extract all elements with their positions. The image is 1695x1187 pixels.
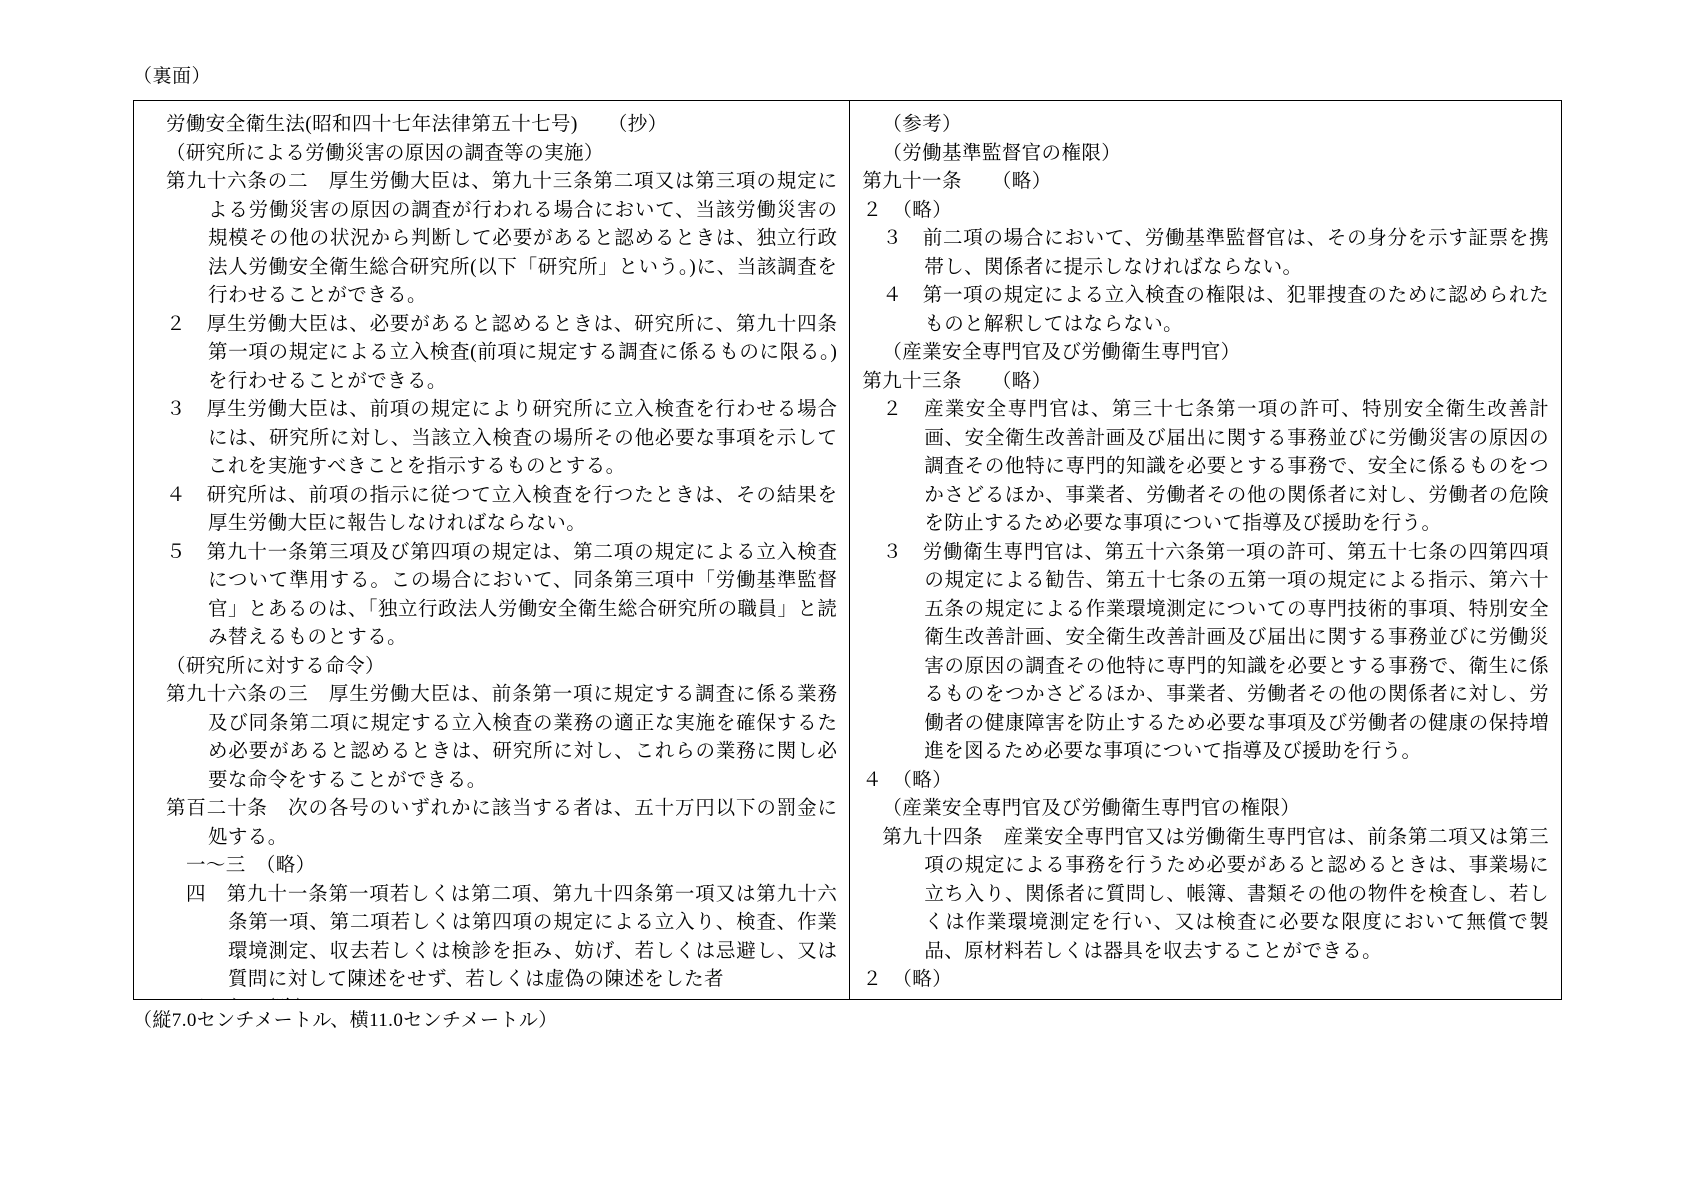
paragraph: （労働基準監督官の権限）	[882, 142, 1122, 164]
paragraph: 労働安全衛生法(昭和四十七年法律第五十七号) （抄）	[166, 114, 668, 135]
paragraph: 第九十一条 （略）	[862, 171, 1052, 192]
paragraph: ３ 前二項の場合において、労働基準監督官は、その身分を示す証票を携帯し、関係者に提示しなければならない。	[882, 228, 1549, 278]
paragraph: 第百二十条 次の各号のいずれかに該当する者は、五十万円以下の罰金に処する。	[166, 798, 838, 848]
paragraph: ２ （略）	[862, 199, 953, 221]
left-text-column	[134, 101, 850, 999]
size-note: （縦7.0センチメートル、横11.0センチメートル）	[133, 1010, 558, 1031]
page-side-note: （裏面）	[133, 66, 212, 87]
paragraph	[146, 995, 837, 1000]
paragraph: ４ （略）	[862, 769, 953, 791]
paragraph: 第九十四条 産業安全専門官又は労働衛生専門官は、前条第二項又は第三項の規定による事務を行うため必要があると認めるときは、事業場に立ち入り、関係者に質問し、帳簿、書類その他の物件を検査し、若しくは作業環境測定を行い、又は検査に必要な限度において無償で製品、原材料若しくは器具を収去することができる。	[882, 826, 1549, 962]
paragraph: ２ （略）	[862, 969, 953, 990]
paragraph: ２ 産業安全専門官は、第三十七条第一項の許可、特別安全衛生改善計画、安全衛生改善計画及び届出に関する事務並びに労働災害の原因の調査その他特に専門的知識を必要とする事務で、安全に係るものをつかさどるほか、事業者、労働者その他の関係者に対し、労働者の危険を防止するため必要な事項について指導及び援助を行う。	[882, 399, 1549, 534]
paragraph: ４ 第一項の規定による立入検査の権限は、犯罪捜査のために認められたものと解釈してはならない。	[882, 285, 1549, 335]
paragraph: （研究所による労働災害の原因の調査等の実施）	[166, 142, 604, 164]
paragraph: 第九十三条 （略）	[862, 370, 1052, 392]
paragraph: ５ 第九十一条第三項及び第四項の規定は、第二項の規定による立入検査について準用する。この場合において、同条第三項中「労働基準監督官」とあるのは、「独立行政法人労働安全衛生総合研究所の職員」と読み替えるものとする。	[166, 541, 838, 648]
paragraph: 第九十六条の二 厚生労働大臣は、第九十三条第二項又は第三項の規定による労働災害の原因の調査が行われる場合において、当該労働災害の規模その他の状況から判断して必要があると認めるときは、独立行政法人労働安全衛生総合研究所(以下「研究所」という。)に、当該調査を行わせることができる。	[166, 171, 838, 306]
paragraph: （参考）	[882, 114, 962, 135]
paragraph: 第九十六条の三 厚生労働大臣は、前条第一項に規定する調査に係る業務及び同条第二項に規定する立入検査の業務の適正な実施を確保するため必要があると認めるときは、研究所に対し、これらの業務に関し必要な命令をすることができる。	[166, 684, 838, 791]
paragraph: ３ 厚生労働大臣は、前項の規定により研究所に立入検査を行わせる場合には、研究所に対し、当該立入検査の場所その他必要な事項を示してこれを実施すべきことを指示するものとする。	[166, 399, 838, 477]
paragraph: （産業安全専門官及び労働衛生専門官の権限）	[882, 798, 1301, 819]
paragraph: ２ 厚生労働大臣は、必要があると認めるときは、研究所に、第九十四条第一項の規定による立入検査(前項に規定する調査に係るものに限る。)を行わせることができる。	[166, 313, 838, 392]
paragraph: （産業安全専門官及び労働衛生専門官）	[882, 342, 1241, 363]
paragraph: ３ 労働衛生専門官は、第五十六条第一項の許可、第五十七条の四第四項の規定による勧告、第五十七条の五第一項の規定による指示、第六十五条の規定による作業環境測定についての専門技術的事項、特別安全衛生改善計画、安全衛生改善計画及び届出に関する事務並びに労働災害の原因の調査その他特に専門的知識を必要とする事務で、衛生に係るものをつかさどるほか、事業者、労働者その他の関係者に対し、労働者の健康障害を防止するため必要な事項及び労働者の健康の保持増進を図るため必要な事項について指導及び援助を行う。	[882, 541, 1549, 762]
paragraph: 一〜三 （略）	[186, 855, 316, 876]
right-text-column	[850, 101, 1561, 999]
paragraph: （研究所に対する命令）	[166, 655, 385, 677]
paragraph: 四 第九十一条第一項若しくは第二項、第九十四条第一項又は第九十六条第一項、第二項若しくは第四項の規定による立入り、検査、作業環境測定、収去若しくは検診を拒み、妨げ、若しくは忌避し、又は質問に対して陳述をせず、若しくは虚偽の陳述をした者	[186, 883, 838, 990]
law-text-frame	[133, 100, 1562, 1000]
paragraph: ４ 研究所は、前項の指示に従つて立入検査を行つたときは、その結果を厚生労働大臣に報告しなければならない。	[166, 484, 838, 534]
